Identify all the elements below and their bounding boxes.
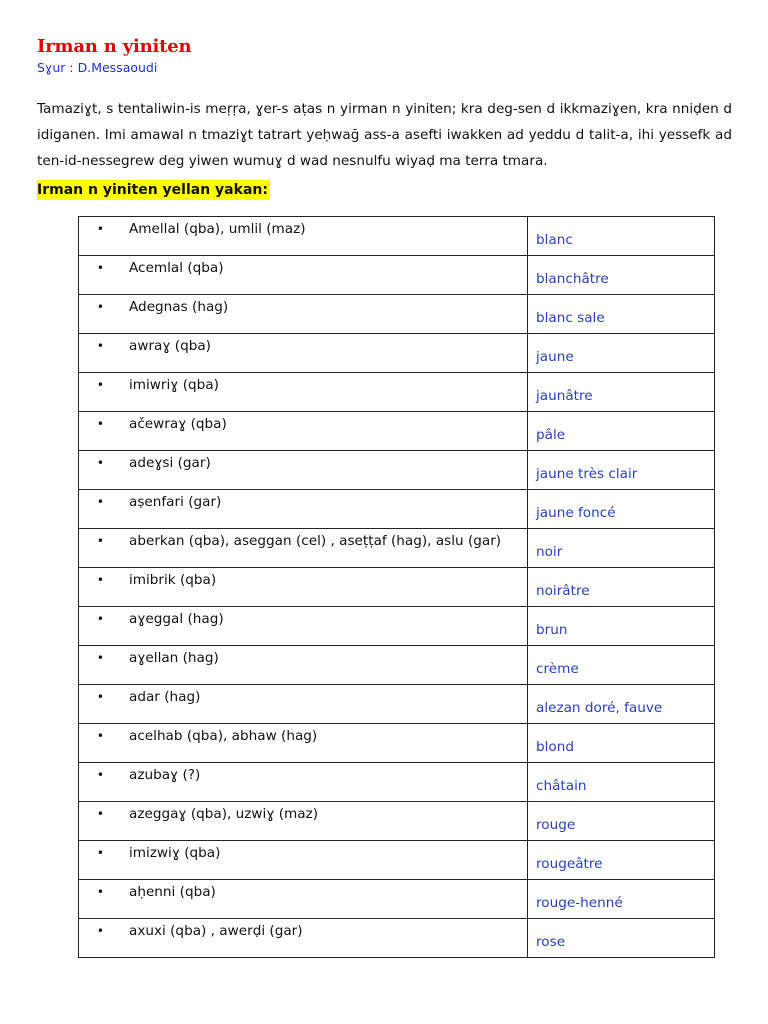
berber-term: adar (hag) (129, 689, 201, 705)
berber-term-cell (79, 373, 528, 412)
color-terms-table-body (79, 217, 715, 958)
berber-term-cell (79, 490, 528, 529)
bullet-icon: • (96, 651, 104, 665)
list-item (79, 299, 527, 315)
bullet-icon: • (96, 924, 104, 938)
berber-term: Adegnas (hag) (129, 299, 229, 315)
list-item (79, 455, 527, 471)
bullet-icon: • (96, 261, 104, 275)
berber-term: axuxi (qba) , awerḍi (gar) (129, 923, 303, 939)
french-translation: brun (528, 607, 715, 646)
french-translation: blanchâtre (528, 256, 715, 295)
table-row (79, 724, 715, 763)
list-item (79, 728, 527, 744)
berber-term: Acemlal (qba) (129, 260, 224, 276)
table-row (79, 256, 715, 295)
berber-term: imibrik (qba) (129, 572, 217, 588)
table-row (79, 373, 715, 412)
bullet-icon: • (96, 417, 104, 431)
document-title: Irman n yiniten (37, 36, 192, 57)
author-line: Sɣur : D.Messaoudi (37, 60, 158, 75)
list-item (79, 260, 527, 276)
list-item (79, 650, 527, 666)
berber-term-cell (79, 724, 528, 763)
list-item (79, 923, 527, 939)
table-row (79, 529, 715, 568)
color-terms-table (78, 216, 715, 958)
table-row (79, 217, 715, 256)
list-item (79, 533, 527, 549)
french-translation: pâle (528, 412, 715, 451)
bullet-icon: • (96, 846, 104, 860)
berber-term: ačewraɣ (qba) (129, 416, 227, 432)
berber-term-cell (79, 802, 528, 841)
table-row (79, 334, 715, 373)
list-item (79, 338, 527, 354)
french-translation: jaunâtre (528, 373, 715, 412)
french-translation: jaune foncé (528, 490, 715, 529)
berber-term: aṣenfari (gar) (129, 494, 222, 510)
french-translation: crème (528, 646, 715, 685)
bullet-icon: • (96, 729, 104, 743)
berber-term: azeggaɣ (qba), uzwiɣ (maz) (129, 806, 319, 822)
table-row (79, 802, 715, 841)
berber-term-cell (79, 334, 528, 373)
list-item (79, 416, 527, 432)
french-translation: blond (528, 724, 715, 763)
french-translation: châtain (528, 763, 715, 802)
berber-term-cell (79, 217, 528, 256)
french-translation: rouge-henné (528, 880, 715, 919)
berber-term: awraɣ (qba) (129, 338, 211, 354)
list-item (79, 221, 527, 237)
berber-term: aɣeggal (hag) (129, 611, 224, 627)
table-row (79, 919, 715, 958)
list-item (79, 767, 527, 783)
french-translation: noirâtre (528, 568, 715, 607)
berber-term-cell (79, 919, 528, 958)
table-row (79, 568, 715, 607)
table-row (79, 880, 715, 919)
bullet-icon: • (96, 456, 104, 470)
berber-term: Amellal (qba), umlil (maz) (129, 221, 306, 237)
berber-term: adeɣsi (gar) (129, 455, 211, 471)
berber-term: imiwriɣ (qba) (129, 377, 219, 393)
berber-term-cell (79, 451, 528, 490)
berber-term: acelhab (qba), abhaw (hag) (129, 728, 318, 744)
berber-term: imizwiɣ (qba) (129, 845, 221, 861)
list-item (79, 884, 527, 900)
list-item (79, 611, 527, 627)
bullet-icon: • (96, 222, 104, 236)
list-item (79, 806, 527, 822)
french-translation: noir (528, 529, 715, 568)
berber-term: aɣellan (hag) (129, 650, 219, 666)
bullet-icon: • (96, 495, 104, 509)
table-row (79, 763, 715, 802)
berber-term-cell (79, 763, 528, 802)
list-item (79, 689, 527, 705)
bullet-icon: • (96, 534, 104, 548)
berber-term-cell (79, 841, 528, 880)
bullet-icon: • (96, 339, 104, 353)
berber-term-cell (79, 412, 528, 451)
table-row (79, 490, 715, 529)
list-item (79, 494, 527, 510)
berber-term: aberkan (qba), aseggan (cel) , aseṭṭaf (hag), aslu (gar) (129, 533, 502, 549)
section-heading: Irman n yiniten yellan yakan: (37, 182, 268, 198)
french-translation: jaune très clair (528, 451, 715, 490)
bullet-icon: • (96, 885, 104, 899)
table-row (79, 685, 715, 724)
bullet-icon: • (96, 300, 104, 314)
french-translation: jaune (528, 334, 715, 373)
french-translation: rougeâtre (528, 841, 715, 880)
berber-term: azubaɣ (?) (129, 767, 201, 783)
berber-term: aḥenni (qba) (129, 884, 216, 900)
berber-term-cell (79, 880, 528, 919)
intro-paragraph: Tamaziɣt, s tentaliwin-is meṛṛa, ɣer-s aṭas n yirman n yiniten; kra deg-sen d ikkmaziɣen, kra nniḍen d idiganen. Imi amawal n tmaziɣt tatrart yeḥwağ ass-a asefti iwakken ad yeddu d talit-a, ihi yessefk ad ten-id-nessegrew deg yiwen wumuɣ d wad nesnulfu wiyaḍ ma terra tmara. (37, 101, 732, 169)
bullet-icon: • (96, 690, 104, 704)
berber-term-cell (79, 607, 528, 646)
berber-term-cell (79, 646, 528, 685)
table-row (79, 295, 715, 334)
berber-term-cell (79, 568, 528, 607)
berber-term-cell (79, 295, 528, 334)
bullet-icon: • (96, 807, 104, 821)
list-item (79, 845, 527, 861)
table-row (79, 841, 715, 880)
french-translation: alezan doré, fauve (528, 685, 715, 724)
bullet-icon: • (96, 573, 104, 587)
berber-term-cell (79, 685, 528, 724)
french-translation: blanc sale (528, 295, 715, 334)
table-row (79, 607, 715, 646)
berber-term-cell (79, 529, 528, 568)
table-row (79, 451, 715, 490)
table-row (79, 412, 715, 451)
bullet-icon: • (96, 378, 104, 392)
bullet-icon: • (96, 612, 104, 626)
french-translation: rose (528, 919, 715, 958)
french-translation: rouge (528, 802, 715, 841)
bullet-icon: • (96, 768, 104, 782)
list-item (79, 572, 527, 588)
berber-term-cell (79, 256, 528, 295)
list-item (79, 377, 527, 393)
french-translation: blanc (528, 217, 715, 256)
table-row (79, 646, 715, 685)
